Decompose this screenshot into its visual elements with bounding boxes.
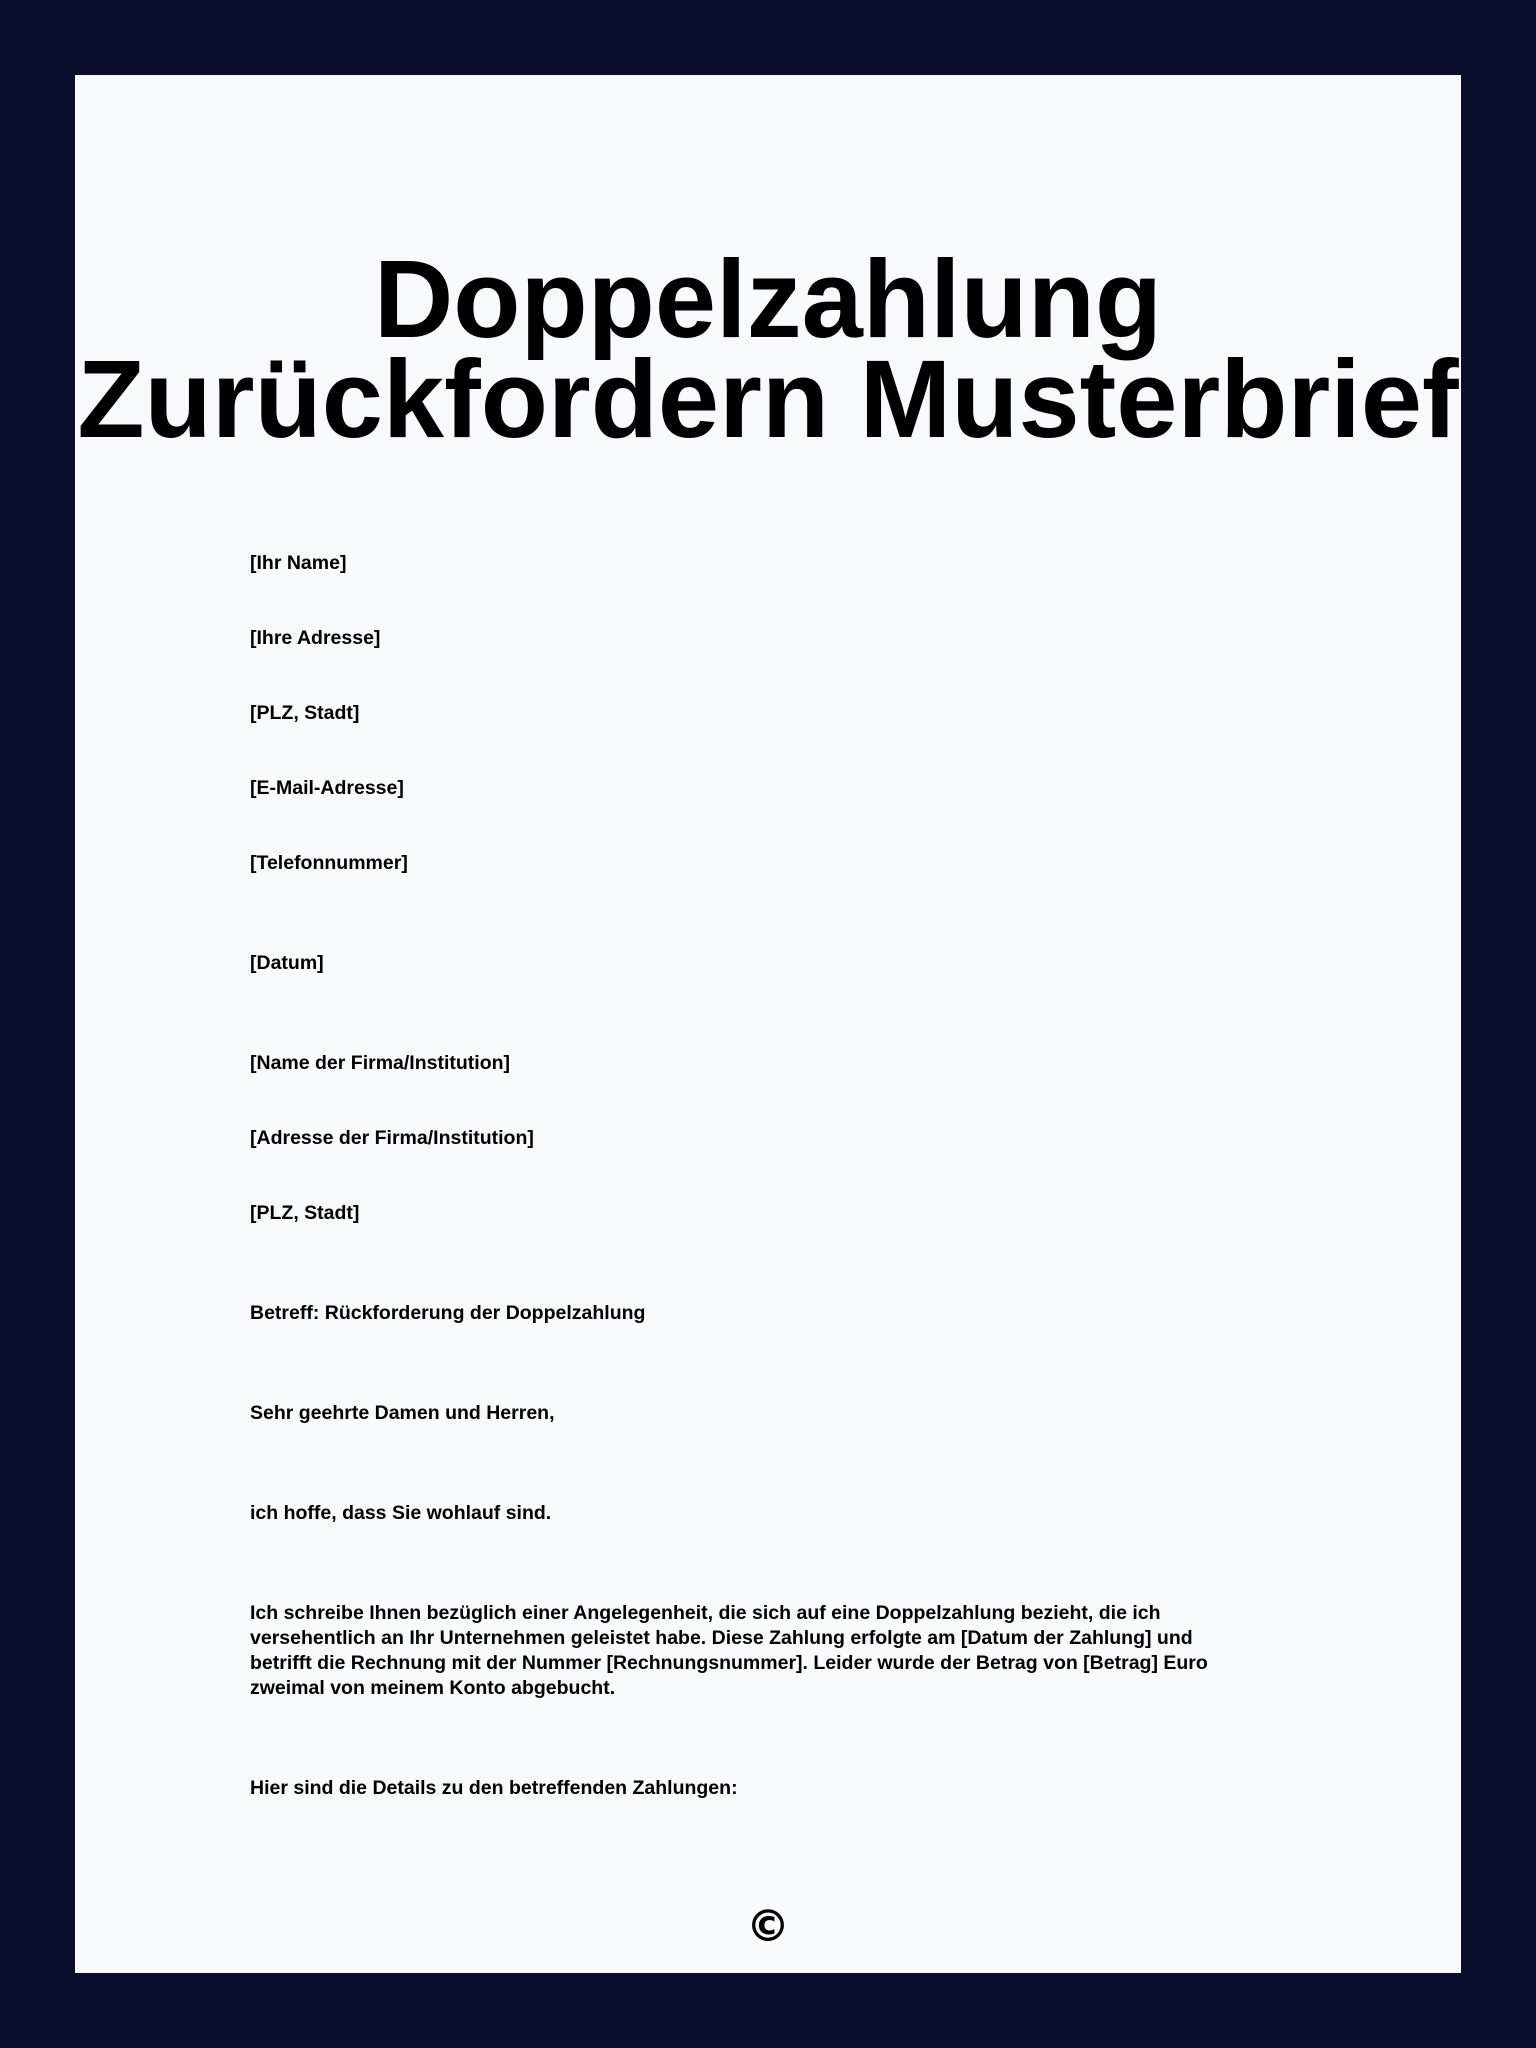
body-paragraph-line: betrifft die Rechnung mit der Nummer [Rechnungsnummer]. Leider wurde der Betrag von [Betrag] Euro [250,1652,1208,1674]
sender-email: [E-Mail-Adresse] [250,777,404,799]
recipient-city: [PLZ, Stadt] [250,1202,360,1224]
recipient-address: [Adresse der Firma/Institution] [250,1127,534,1149]
letter-date: [Datum] [250,952,324,974]
body-paragraph [250,1601,1250,1701]
letter-page [75,75,1461,1973]
title-line-2: Zurückfordern Musterbrief [77,338,1459,461]
details-intro: Hier sind die Details zu den betreffenden Zahlungen: [250,1777,738,1799]
body-paragraph-line: versehentlich an Ihr Unternehmen geleistet habe. Diese Zahlung erfolgte am [Datum der Zahlung] und [250,1627,1193,1649]
sender-city: [PLZ, Stadt] [250,702,360,724]
recipient-name: [Name der Firma/Institution] [250,1052,511,1074]
salutation: Sehr geehrte Damen und Herren, [250,1402,555,1424]
sender-address: [Ihre Adresse] [250,627,381,649]
page-title [75,238,1461,461]
copyright-icon: © [746,1901,790,1952]
subject-line: Betreff: Rückforderung der Doppelzahlung [250,1302,646,1324]
sender-name: [Ihr Name] [250,552,347,574]
sender-phone: [Telefonnummer] [250,852,408,874]
body-paragraph-line: zweimal von meinem Konto abgebucht. [250,1677,616,1699]
body-paragraph-line: Ich schreibe Ihnen bezüglich einer Angelegenheit, die sich auf eine Doppelzahlung bezieht, die ich [250,1602,1161,1624]
opening-line: ich hoffe, dass Sie wohlauf sind. [250,1502,552,1524]
title-line-1: Doppelzahlung [373,238,1163,361]
